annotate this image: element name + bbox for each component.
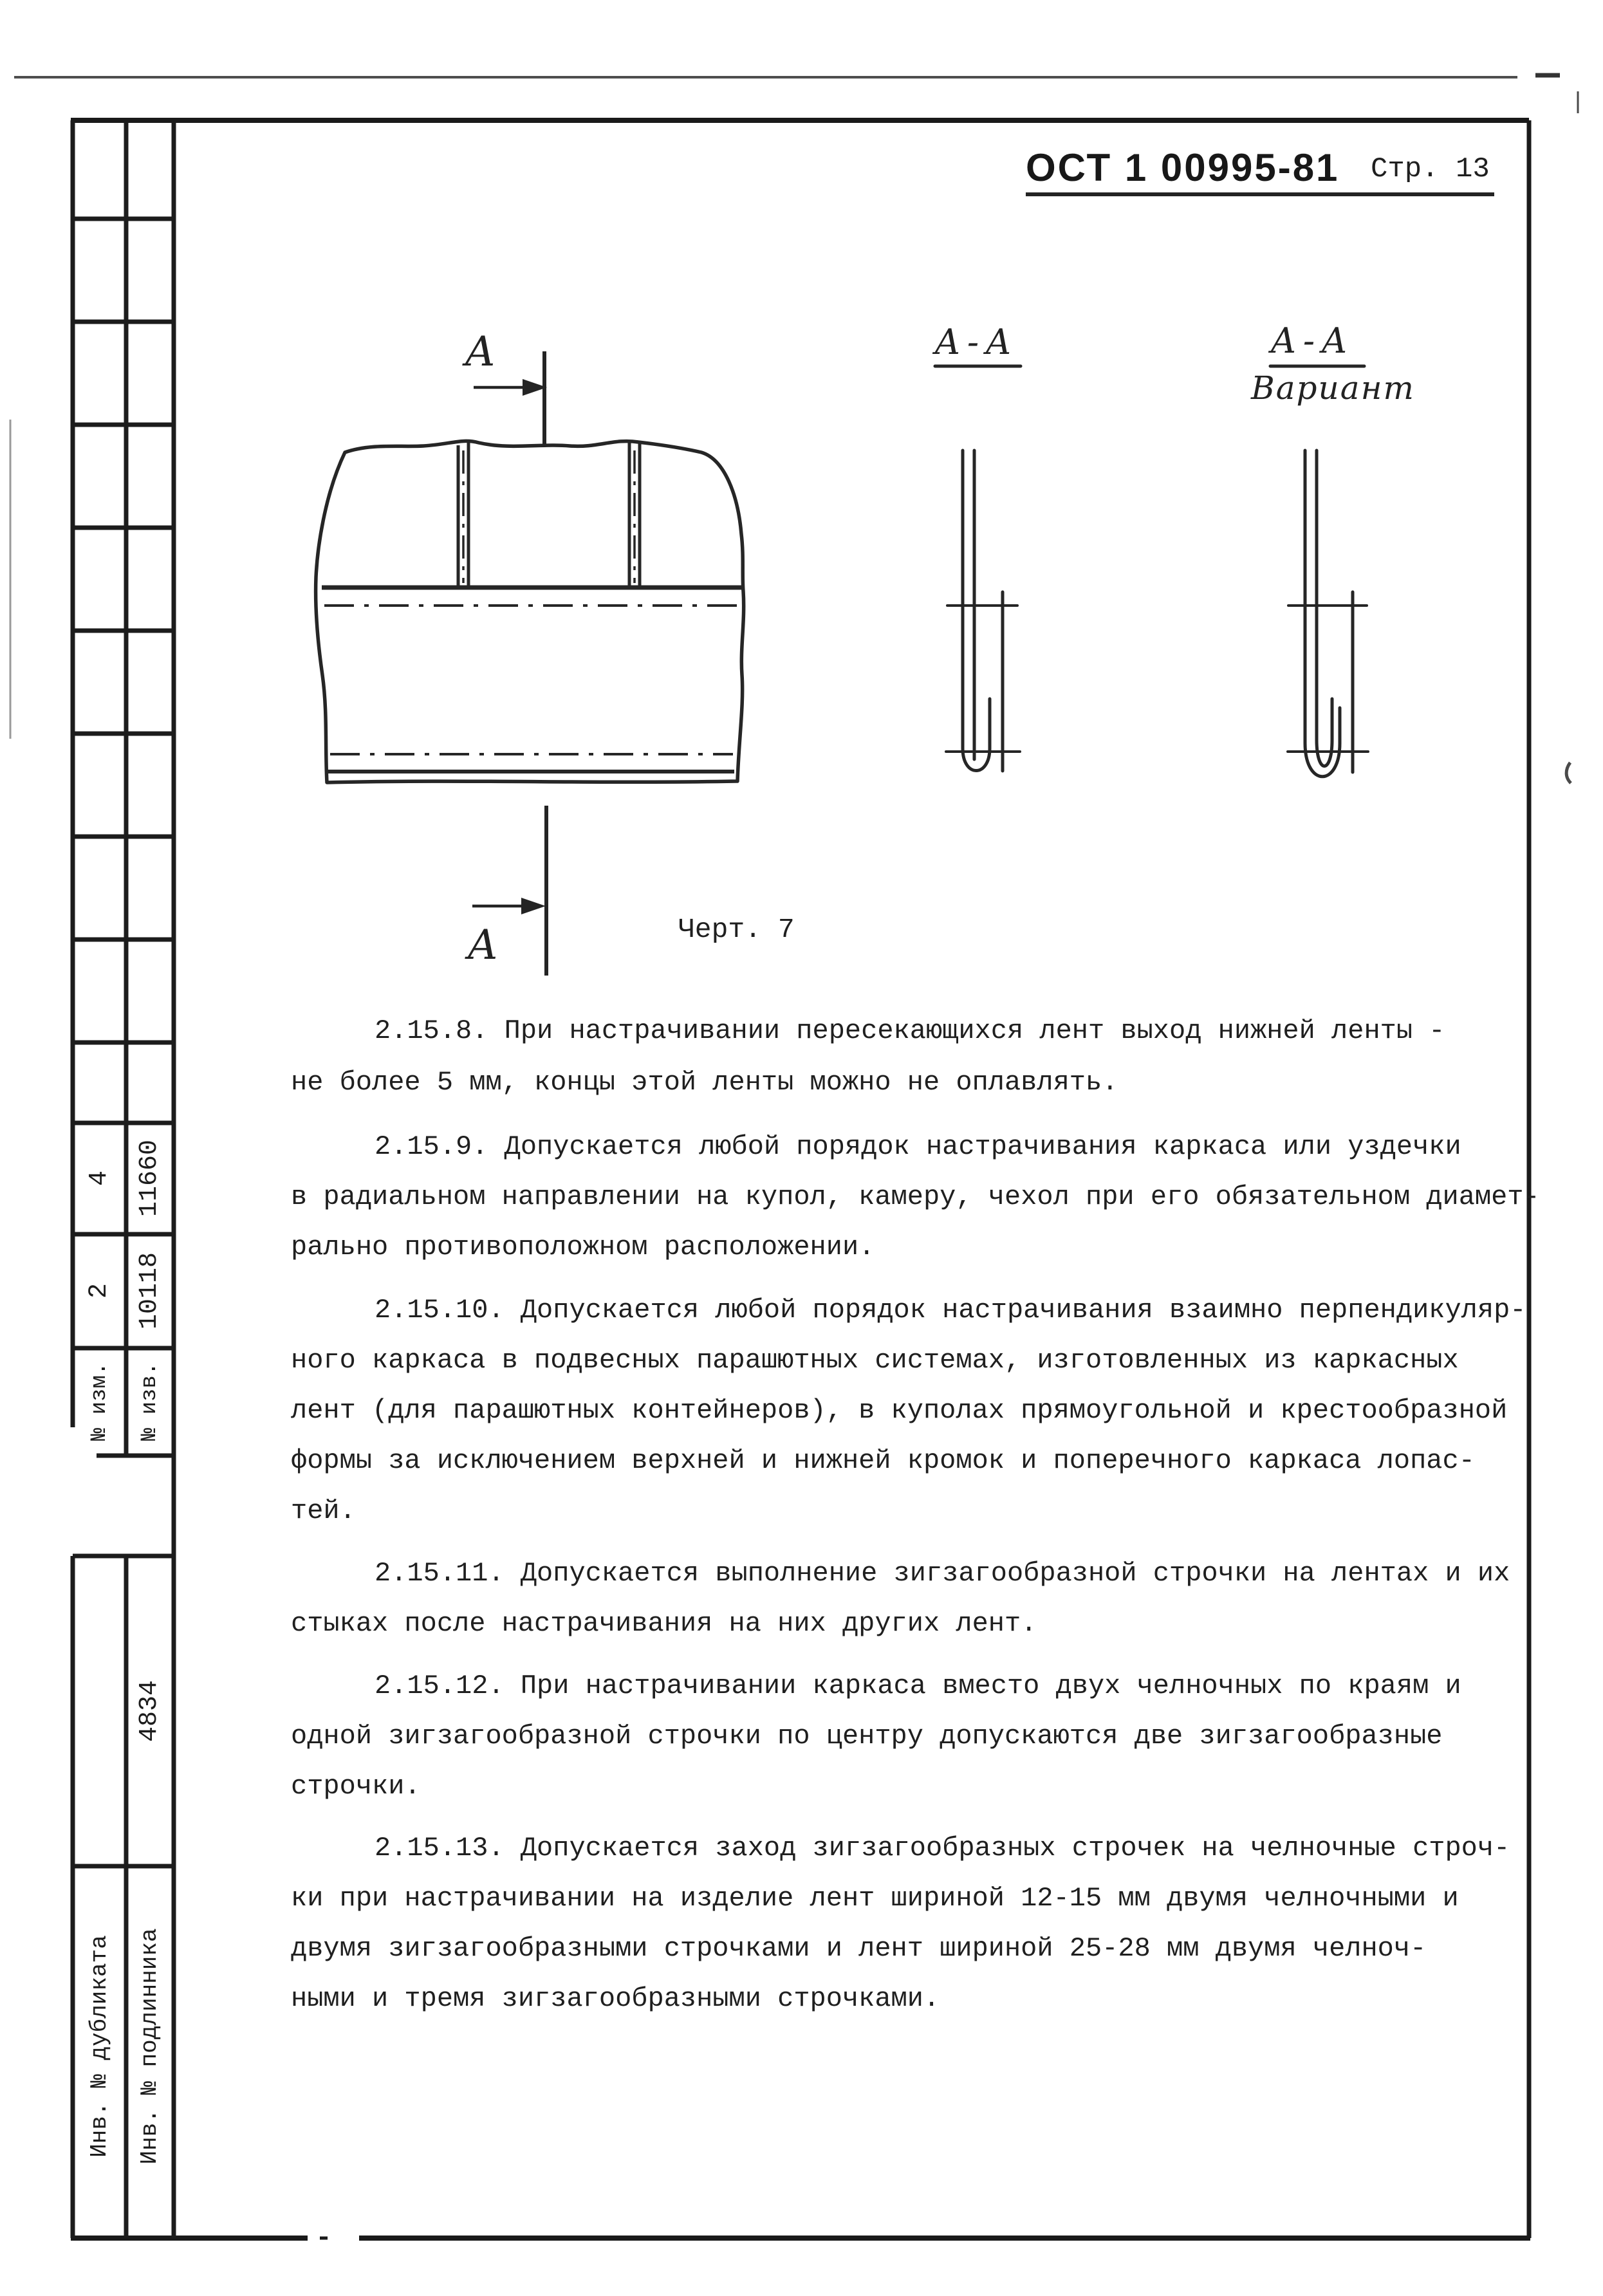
section-letter-bottom: А: [467, 921, 499, 969]
sidebar-izv-label: № изв.: [138, 1362, 162, 1441]
fabric-outline: [316, 441, 744, 782]
section-view-label: А-А: [934, 322, 1019, 362]
sidebar-izv-value-2: 11660: [135, 1139, 164, 1217]
sidebar-inv-original-label: Инв. № подлинника: [136, 1928, 163, 2165]
body-line: лент (для парашютных контейнеров), в куполах прямоугольной и крестообразной: [291, 1395, 1508, 1426]
body-line: ки при настрачивании на изделие лент шириной 12-15 мм двумя челночными и: [291, 1883, 1459, 1914]
stitch-lines: [322, 440, 742, 772]
page-number: Стр. 13: [1371, 153, 1490, 185]
body-line: ного каркаса в подвесных парашютных системах, изготовленных из каркасных: [291, 1345, 1459, 1376]
body-line: формы за исключением верхней и нижней кромок и поперечного каркаса лопас-: [291, 1445, 1475, 1476]
body-line: в радиальном направлении на купол, камеру, чехол при его обязательном диамет-: [291, 1181, 1540, 1212]
body-line: 2.15.11. Допускается выполнение зигзагообразной строчки на лентах и их: [375, 1558, 1510, 1589]
section-variant-sublabel: Вариант: [1251, 369, 1415, 407]
sidebar-izm-value-2: 4: [85, 1171, 114, 1187]
standard-number: ОСТ 1 00995-81: [1026, 146, 1340, 189]
sidebar-inv-duplicate-label: Инв. № дубликата: [86, 1935, 113, 2158]
body-line: тей.: [291, 1495, 356, 1526]
figure-caption: Черт. 7: [678, 914, 795, 945]
body-line: двумя зигзагообразными строчками и лент шириной 25-28 мм двумя челноч-: [291, 1933, 1427, 1964]
body-line: одной зигзагообразной строчки по центру допускаются две зигзагообразные: [291, 1721, 1443, 1752]
body-line: рально противоположном расположении.: [291, 1232, 875, 1263]
sidebar-izm-value-1: 2: [85, 1283, 114, 1299]
sidebar-doc-number: 4834: [135, 1680, 164, 1743]
section-view-aa-variant: [1270, 366, 1368, 777]
section-variant-label: А-А: [1270, 320, 1355, 361]
body-line: стыках после настрачивания на них других лент.: [291, 1608, 1037, 1639]
section-view-aa: [935, 366, 1021, 771]
sidebar-izm-label: № изм.: [88, 1362, 112, 1441]
body-line: 2.15.12. При настрачивании каркаса вместо двух челночных по краям и: [375, 1671, 1461, 1701]
body-line: не более 5 мм, концы этой ленты можно не оплавлять.: [291, 1067, 1118, 1098]
section-letter-top: А: [465, 328, 496, 376]
body-line: 2.15.13. Допускается заход зигзагообразных строчек на челночные строч-: [375, 1833, 1510, 1864]
body-line: строчки.: [291, 1771, 421, 1802]
body-line: ными и тремя зигзагообразными строчками.: [291, 1983, 940, 2014]
body-line: 2.15.10. Допускается любой порядок настрачивания взаимно перпендикуляр-: [375, 1295, 1526, 1326]
sidebar-izv-value-1: 10118: [135, 1252, 164, 1330]
body-line: 2.15.9. Допускается любой порядок настрачивания каркаса или уздечки: [375, 1131, 1461, 1162]
body-line: 2.15.8. При настрачивании пересекающихся лент выход нижней ленты -: [375, 1015, 1445, 1046]
